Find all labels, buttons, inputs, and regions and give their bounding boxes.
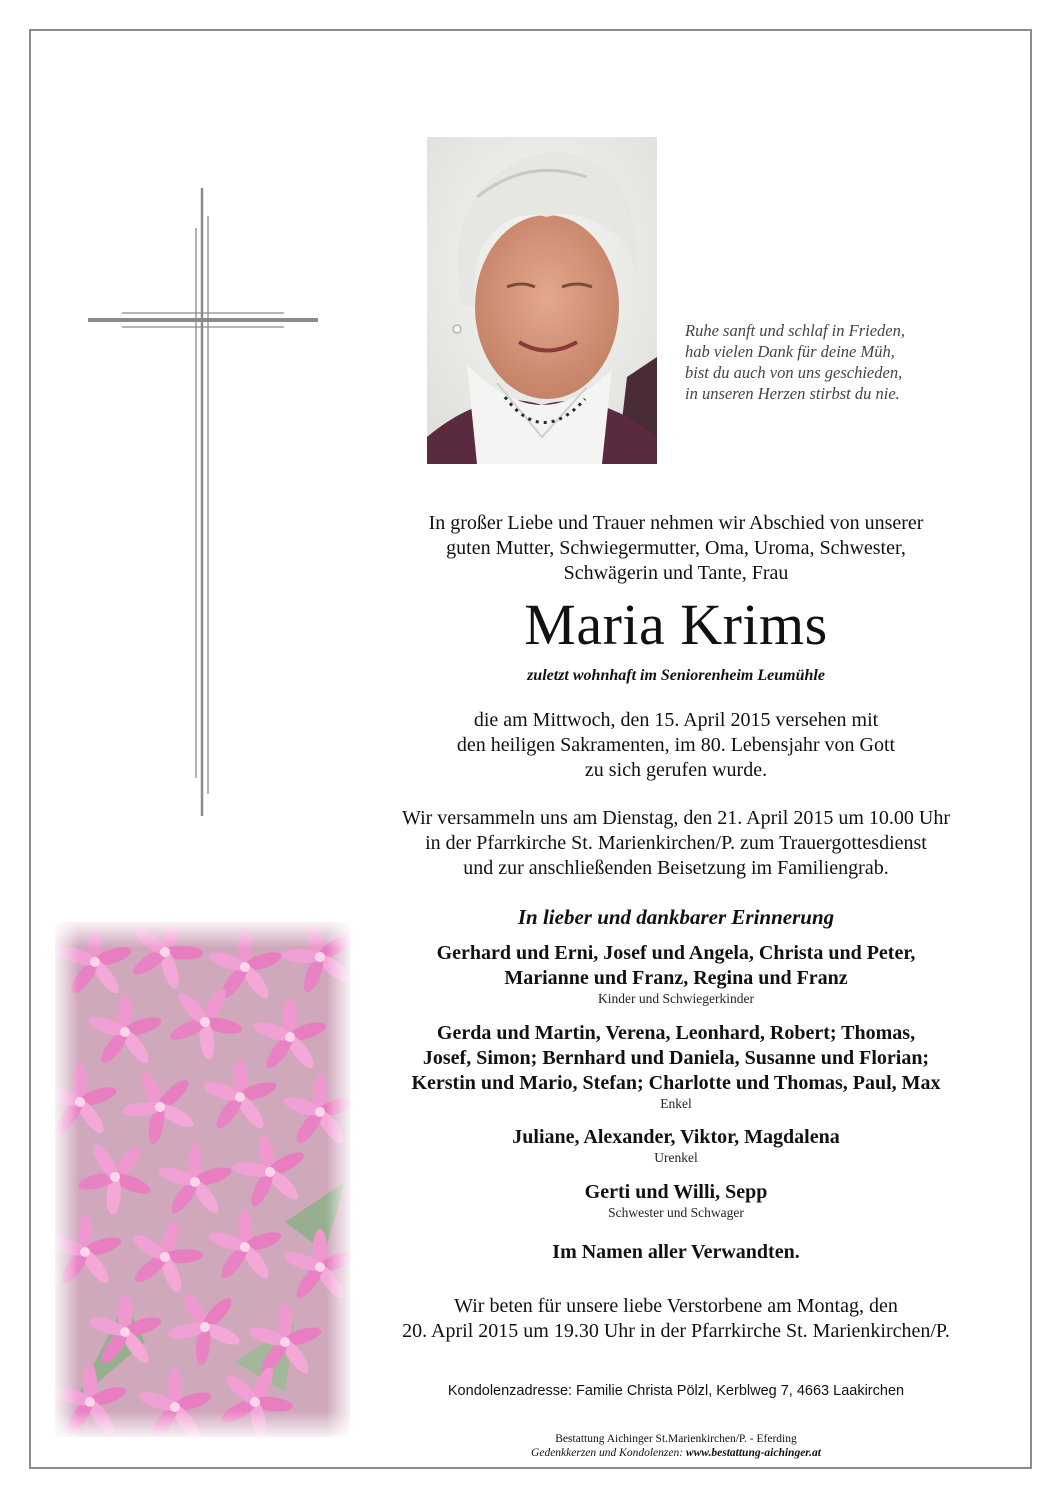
intro-text [360,511,992,586]
deceased-residence: zuletzt wohnhaft im Seniorenheim Leumühle [527,667,825,684]
portrait-photo [427,137,657,464]
intro-line: Schwägerin und Tante, Frau [563,562,789,584]
funeral-line: Wir versammeln uns am Dienstag, den 21. April 2015 um 10.00 Uhr [402,807,950,829]
prayer-line: 20. April 2015 um 19.30 Uhr in der Pfarrkirche St. Marienkirchen/P. [402,1320,950,1342]
family-names: Gerti und Willi, Sepp [584,1181,768,1203]
condolence-web [360,1446,992,1460]
intro-line: guten Mutter, Schwiegermutter, Oma, Uroma, Schwester, [446,537,906,559]
funeral-line: in der Pfarrkirche St. Marienkirchen/P. zum Trauergottesdienst [425,832,927,854]
memorial-poem [685,320,985,404]
undertaker-name: Bestattung Aichinger St.Marienkirchen/P. - Eferding [555,1433,797,1445]
prayer-line: Wir beten für unsere liebe Verstorbene am Montag, den [454,1295,898,1317]
funeral-notice [360,806,992,881]
death-line: die am Mittwoch, den 15. April 2015 versehen mit [473,709,879,731]
poem-line: Ruhe sanft und schlaf in Frieden, [685,321,905,340]
web-label: Gedenkkerzen und Kondolenzen: [531,1447,684,1459]
family-group-siblings [360,1180,992,1221]
death-notice [360,708,992,783]
web-url-link[interactable]: www.bestattung-aichinger.at [685,1447,821,1459]
funeral-line: und zur anschließenden Beisetzung im Familiengrab. [463,857,889,879]
flower-image [55,922,350,1437]
family-names: Gerhard und Erni, Josef und Angela, Christa und Peter, [436,942,916,964]
family-names: Josef, Simon; Bernhard und Daniela, Susanne und Florian; [422,1047,930,1069]
poem-line: hab vielen Dank für deine Müh, [685,342,895,361]
condolence-address: Kondolenzadresse: Familie Christa Pölzl, Kerblweg 7, 4663 Laakirchen [447,1383,905,1399]
family-role: Enkel [660,1096,692,1111]
family-group-children [360,941,992,1007]
family-names: Juliane, Alexander, Viktor, Magdalena [512,1126,840,1148]
memory-heading: In lieber und dankbarer Erinnerung [517,905,835,929]
family-role: Kinder und Schwiegerkinder [598,991,754,1006]
family-group-great-grandchildren [360,1125,992,1166]
family-names: Gerda und Martin, Verena, Leonhard, Robert; Thomas, [436,1022,916,1044]
prayer-notice [360,1294,992,1344]
poem-line: bist du auch von uns geschieden, [685,363,903,382]
family-names: Marianne und Franz, Regina und Franz [504,967,848,989]
intro-line: In großer Liebe und Trauer nehmen wir Abschied von unserer [428,512,924,534]
family-group-grandchildren [360,1021,992,1112]
cross-icon [88,188,320,818]
family-role: Schwester und Schwager [608,1205,744,1220]
deceased-name: Maria Krims [524,592,828,657]
family-names: Kerstin und Mario, Stefan; Charlotte und Thomas, Paul, Max [411,1072,941,1094]
poem-line: in unseren Herzen stirbst du nie. [685,384,900,403]
death-line: zu sich gerufen wurde. [584,759,768,781]
death-line: den heiligen Sakramenten, im 80. Lebensjahr von Gott [456,734,896,756]
relatives-line: Im Namen aller Verwandten. [552,1241,800,1263]
family-role: Urenkel [654,1150,698,1165]
